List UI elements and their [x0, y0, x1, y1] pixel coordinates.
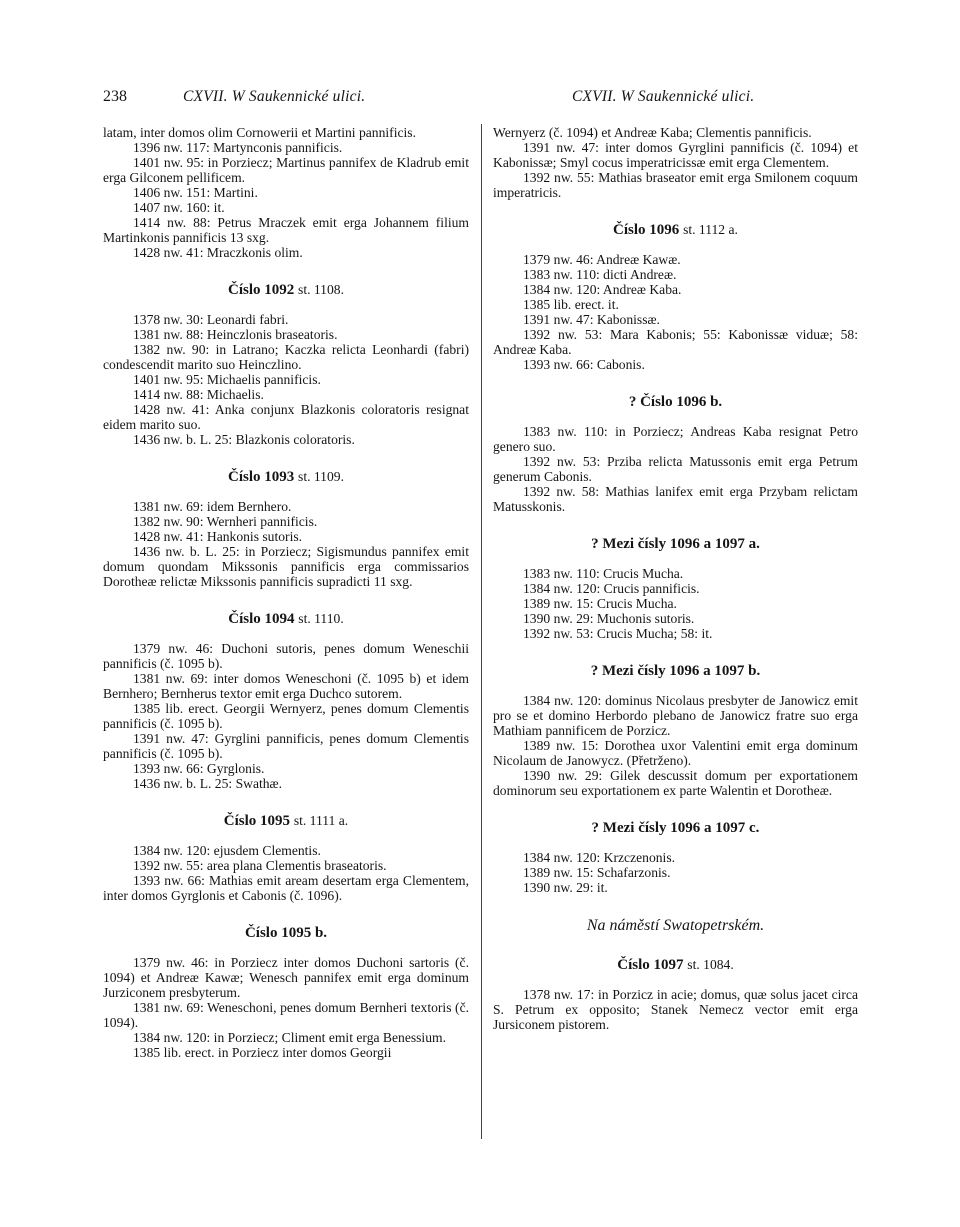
entry-paragraph: 1385 lib. erect. in Porziecz inter domos Georgii — [133, 1045, 392, 1060]
heading-street-number: st. 1108. — [298, 282, 344, 297]
entry-paragraph: 1384 nw. 120: ejusdem Clementis. — [133, 843, 321, 858]
entry-paragraph: 1391 nw. 47: Kabonissæ. — [523, 312, 660, 327]
entry-paragraph: 1392 nw. 53: Prziba relicta Matussonis emit erga Petrum generum Cabonis. — [493, 454, 858, 484]
entry-paragraph: 1379 nw. 46: Duchoni sutoris, penes domum Weneschii pannificis (č. 1095 b). — [103, 641, 469, 671]
entry-paragraph: 1381 nw. 69: inter domos Weneschoni (č. 1095 b) et idem Bernhero; Bernherus textor emit erga Duchco sutorem. — [103, 671, 469, 701]
entry-paragraph: 1414 nw. 88: Michaelis. — [133, 387, 264, 402]
house-number-heading — [493, 222, 858, 238]
entry-paragraph: Wernyerz (č. 1094) et Andreæ Kaba; Clementis pannificis. — [493, 125, 812, 140]
entry-paragraph: 1393 nw. 66: Mathias emit aream desertam erga Clementem, inter domos Gyrglonis et Cabonis (č. 1096). — [103, 873, 469, 903]
entry-paragraph: 1436 nw. b. L. 25: Swathæ. — [133, 776, 283, 791]
entry-paragraph: 1379 nw. 46: in Porziecz inter domos Duchoni sartoris (č. 1094) et Andreæ Kawæ; Wenesch pannifex emit erga dominum Jurziconem presbyterum. — [103, 955, 469, 1000]
entry-paragraph: 1389 nw. 15: Dorothea uxor Valentini emit erga dominum Nicolaum de Janowycz. (Přetrženo). — [493, 738, 858, 768]
entry-paragraph: 1428 nw. 41: Hankonis sutoris. — [133, 529, 303, 544]
entry-paragraph: 1382 nw. 90: in Latrano; Kaczka relicta Leonhardi (fabri) condescendit marito suo Heinczlino. — [103, 342, 469, 372]
entry-paragraph: 1381 nw. 69: Weneschoni, penes domum Bernheri textoris (č. 1094). — [103, 1000, 469, 1030]
spacer — [493, 410, 858, 424]
entry-paragraph: 1384 nw. 120: in Porziecz; Climent emit erga Benessium. — [133, 1030, 446, 1045]
entry-paragraph: 1379 nw. 46: Andreæ Kawæ. — [523, 252, 681, 267]
entry-paragraph: 1389 nw. 15: Schafarzonis. — [523, 865, 671, 880]
spacer — [103, 829, 469, 843]
entry-paragraph: 1390 nw. 29: Muchonis sutoris. — [523, 611, 695, 626]
entry-paragraph: 1390 nw. 29: Gilek descussit domum per exportationem dominorum seu exportationem ex parte Walentin et Dorotheæ. — [493, 768, 858, 798]
right-column — [493, 125, 858, 1032]
entry-paragraph: 1383 nw. 110: Crucis Mucha. — [523, 566, 684, 581]
column-divider — [481, 124, 482, 1139]
page-number: 238 — [103, 88, 127, 105]
spacer — [493, 372, 858, 394]
heading-title: ? Mezi čísly 1096 a 1097 b. — [590, 663, 761, 679]
heading-title: Číslo 1095 b. — [244, 925, 328, 941]
spacer — [493, 200, 858, 222]
entry-paragraph: 1393 nw. 66: Gyrglonis. — [133, 761, 265, 776]
spacer — [103, 791, 469, 813]
house-number-heading — [103, 469, 469, 485]
house-number-heading — [103, 282, 469, 298]
house-number-heading — [493, 663, 858, 679]
entry-paragraph: 1392 nw. 53: Crucis Mucha; 58: it. — [523, 626, 713, 641]
entry-paragraph: latam, inter domos olim Cornowerii et Martini pannificis. — [103, 125, 416, 140]
entry-paragraph: 1392 nw. 58: Mathias lanifex emit erga Przybam relictam Matusskonis. — [493, 484, 858, 514]
entry-paragraph: 1392 nw. 55: Mathias braseator emit erga Smilonem coquum imperatricis. — [493, 170, 858, 200]
entry-paragraph: 1391 nw. 47: Gyrglini pannificis, penes domum Clementis pannificis (č. 1095 b). — [103, 731, 469, 761]
heading-title: Číslo 1092 — [228, 282, 295, 298]
spacer — [493, 973, 858, 987]
entry-paragraph: 1381 nw. 88: Heinczlonis braseatoris. — [133, 327, 338, 342]
house-number-heading — [103, 611, 469, 627]
entry-paragraph: 1384 nw. 120: Andreæ Kaba. — [523, 282, 682, 297]
spacer — [493, 679, 858, 693]
heading-title: Číslo 1094 — [228, 611, 295, 627]
heading-street-number: st. 1111 a. — [293, 813, 349, 828]
spacer — [493, 836, 858, 850]
entry-paragraph: 1390 nw. 29: it. — [523, 880, 608, 895]
spacer — [103, 627, 469, 641]
entry-paragraph: 1406 nw. 151: Martini. — [133, 185, 258, 200]
spacer — [103, 485, 469, 499]
house-number-heading — [493, 536, 858, 552]
entry-paragraph: 1384 nw. 120: dominus Nicolaus presbyter de Janowicz emit pro se et domino Herbordo plebano de Janowicz fratre suo erga Mathiam pannificem de Porzicz. — [493, 693, 858, 738]
house-number-heading — [493, 394, 858, 410]
heading-street-number: st. 1109. — [298, 469, 344, 484]
entry-paragraph: 1401 nw. 95: Michaelis pannificis. — [133, 372, 321, 387]
spacer — [103, 260, 469, 282]
entry-paragraph: 1392 nw. 55: area plana Clementis braseatoris. — [133, 858, 387, 873]
section-title: Na náměstí Swatopetrském. — [586, 917, 765, 934]
entry-paragraph: 1393 nw. 66: Cabonis. — [523, 357, 645, 372]
house-number-heading — [493, 820, 858, 836]
entry-paragraph: 1428 nw. 41: Mraczkonis olim. — [133, 245, 303, 260]
heading-title: Číslo 1096 — [613, 222, 680, 238]
entry-paragraph: 1407 nw. 160: it. — [133, 200, 225, 215]
running-title-left: CXVII. W Saukennické ulici. — [183, 88, 366, 105]
entry-paragraph: 1385 lib. erect. Georgii Wernyerz, penes domum Clementis pannificis (č. 1095 b). — [103, 701, 469, 731]
entry-paragraph: 1384 nw. 120: Krzczenonis. — [523, 850, 676, 865]
entry-paragraph: 1378 nw. 30: Leonardi fabri. — [133, 312, 289, 327]
entry-paragraph: 1414 nw. 88: Petrus Mraczek emit erga Johannem filium Martinkonis pannificis 13 sxg. — [103, 215, 469, 245]
heading-street-number: st. 1084. — [687, 957, 734, 972]
spacer — [493, 798, 858, 820]
entry-paragraph: 1385 lib. erect. it. — [523, 297, 619, 312]
entry-paragraph: 1428 nw. 41: Anka conjunx Blazkonis coloratoris resignat eidem marito suo. — [103, 402, 469, 432]
left-column — [103, 125, 469, 1060]
heading-title: ? Číslo 1096 b. — [628, 394, 723, 410]
spacer — [493, 552, 858, 566]
heading-street-number: st. 1112 a. — [683, 222, 738, 237]
entry-paragraph: 1382 nw. 90: Wernheri pannificis. — [133, 514, 318, 529]
heading-title: Číslo 1095 — [223, 813, 291, 829]
running-title-right: CXVII. W Saukennické ulici. — [572, 88, 755, 105]
house-number-heading — [103, 925, 469, 941]
spacer — [103, 447, 469, 469]
house-number-heading — [103, 813, 469, 829]
entry-paragraph: 1389 nw. 15: Crucis Mucha. — [523, 596, 677, 611]
heading-street-number: st. 1110. — [298, 611, 344, 626]
entry-paragraph: 1383 nw. 110: dicti Andreæ. — [523, 267, 677, 282]
spacer — [493, 895, 858, 917]
spacer — [103, 941, 469, 955]
heading-title: Číslo 1097 — [617, 957, 684, 973]
entry-paragraph: 1383 nw. 110: in Porziecz; Andreas Kaba resignat Petro genero suo. — [493, 424, 858, 454]
entry-paragraph: 1381 nw. 69: idem Bernhero. — [133, 499, 292, 514]
spacer — [493, 238, 858, 252]
spacer — [103, 903, 469, 925]
spacer — [103, 589, 469, 611]
entry-paragraph: 1436 nw. b. L. 25: Blazkonis coloratoris. — [133, 432, 355, 447]
heading-title: ? Mezi čísly 1096 a 1097 c. — [591, 820, 760, 836]
entry-paragraph: 1391 nw. 47: inter domos Gyrglini pannificis (č. 1094) et Kabonissæ; Smyl cocus imperatricissæ emit erga Clementem. — [493, 140, 858, 170]
heading-title: Číslo 1093 — [228, 469, 295, 485]
entry-paragraph: 1378 nw. 17: in Porzicz in acie; domus, quæ solus jacet circa S. Petrum ex opposito; Stanek Nemecz vector emit erga Jursiconem pistorem. — [493, 987, 858, 1032]
entry-paragraph: 1401 nw. 95: in Porziecz; Martinus pannifex de Kladrub emit erga Gilconem pellificem. — [103, 155, 469, 185]
spacer — [493, 935, 858, 957]
entry-paragraph: 1436 nw. b. L. 25: in Porziecz; Sigismundus pannifex emit domum quondam Mikssonis pannificis erga commissarios Dorotheæ relictæ Mikssonis pannificis supradicti 11 sxg. — [103, 544, 469, 589]
spacer — [493, 641, 858, 663]
entry-paragraph: 1384 nw. 120: Crucis pannificis. — [523, 581, 700, 596]
spacer — [103, 298, 469, 312]
house-number-heading — [493, 957, 858, 973]
entry-paragraph: 1396 nw. 117: Martynconis pannificis. — [133, 140, 343, 155]
entry-paragraph: 1392 nw. 53: Mara Kabonis; 55: Kabonissæ viduæ; 58: Andreæ Kaba. — [493, 327, 858, 357]
heading-title: ? Mezi čísly 1096 a 1097 a. — [591, 536, 760, 552]
spacer — [493, 514, 858, 536]
